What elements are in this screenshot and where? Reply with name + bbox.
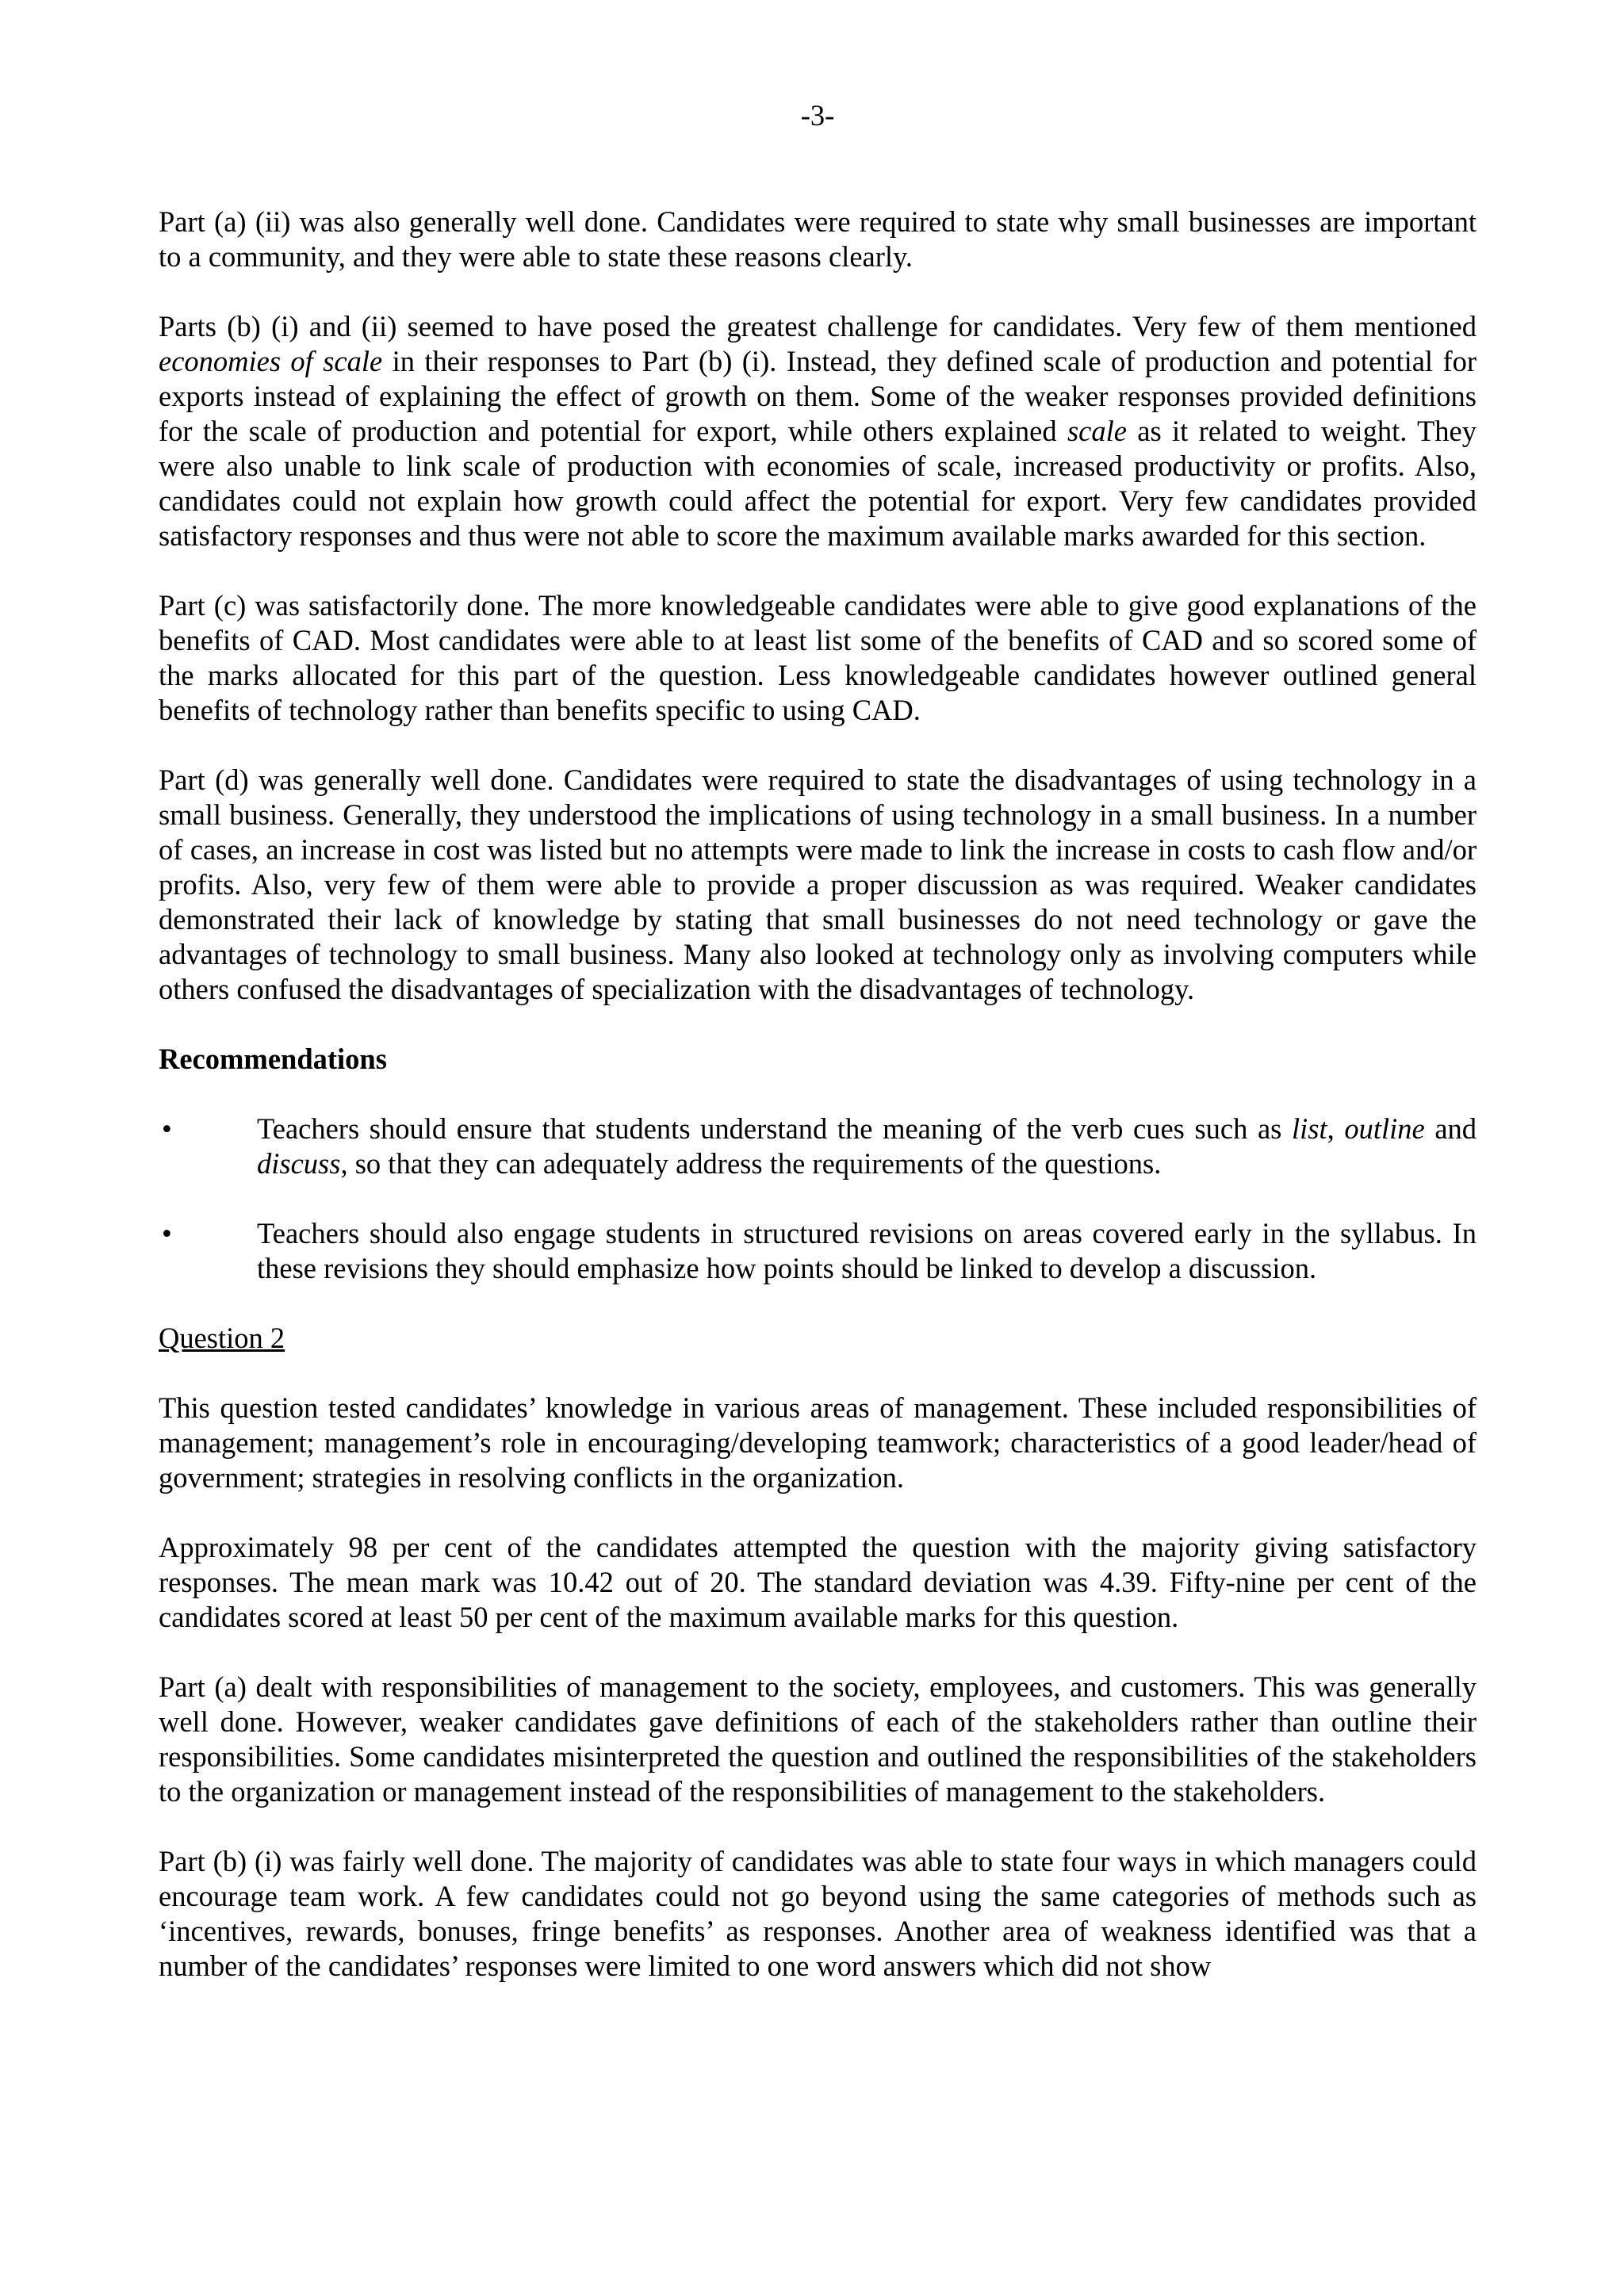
term-list: list [1291, 1112, 1327, 1145]
paragraph-part-c: Part (c) was satisfactorily done. The more knowledgeable candidates were able to give good explanations of the benefits of CAD. Most candidates were able to at least list some of the benefits of CAD and so scored some of the marks allocated for this part of the question. Less knowledgeable candidates however outlined general benefits of technology rather than benefits specific to using CAD. [159, 589, 1477, 726]
term-economies-of-scale: economies of scale [159, 345, 383, 377]
term-outline: outline [1344, 1112, 1425, 1145]
bullet-icon: • [162, 1112, 172, 1145]
paragraph-q2-statistics: Approximately 98 per cent of the candidates attempted the question with the majority giving satisfactory responses. The mean mark was 10.42 out of 20. The standard deviation was 4.39. Fifty-nine per cent of the candidates scored at least 50 per cent of the maximum available marks for this question. [159, 1531, 1477, 1633]
paragraph-part-d: Part (d) was generally well done. Candidates were required to state the disadvantages of using technology in a small business. Generally, they understood the implications of using technology in a small business. In a number of cases, an increase in cost was listed but no attempts were made to link the increase in costs to cash flow and/or profits. Also, very few of them were able to provide a proper discussion as was required. Weaker candidates demonstrated their lack of knowledge by stating that small businesses do not need technology or gave the advantages of technology to small business. Many also looked at technology only as involving computers while others confused the disadvantages of specialization with the disadvantages of technology. [159, 763, 1477, 1005]
recommendation-item: • Teachers should ensure that students understand the meaning of the verb cues such as list, outline and discuss, so that they can adequately address the requirements of the questions. [162, 1112, 1477, 1180]
document-page [159, 0, 1477, 2296]
question-2-heading: Question 2 [159, 1322, 285, 1354]
paragraph-part-a-ii: Part (a) (ii) was also generally well done. Candidates were required to state why small businesses are important to a community, and they were able to state these reasons clearly. [159, 205, 1477, 273]
paragraph-parts-b: Parts (b) (i) and (ii) seemed to have posed the greatest challenge for candidates. Very few of them mentioned economies of scale in their responses to Part (b) (i). Instead, they defined scale of production and potential for exports instead of explaining the effect of growth on them. Some of the weaker responses provided definitions for the scale of production and potential for export, while others explained scale as it related to weight. They were also unable to link scale of production with economies of scale, increased productivity or profits. Also, candidates could not explain how growth could affect the potential for export. Very few candidates provided satisfactory responses and thus were not able to score the maximum available marks awarded for this section. [159, 310, 1477, 552]
recommendation-item: • Teachers should also engage students in structured revisions on areas covered early in the syllabus. In these revisions they should emphasize how points should be linked to develop a discussion. [162, 1217, 1477, 1284]
page-content [159, 205, 1477, 2019]
bullet-icon: • [162, 1217, 172, 1249]
paragraph-q2-part-b-i: Part (b) (i) was fairly well done. The majority of candidates was able to state four ways in which managers could encourage team work. A few candidates could not go beyond using the same categories of methods such as ‘incentives, rewards, bonuses, fringe benefits’ as responses. Another area of weakness identified was that a number of the candidates’ responses were limited to one word answers which did not show [159, 1845, 1477, 1982]
recommendations-heading: Recommendations [159, 1043, 387, 1075]
paragraph-q2-part-a: Part (a) dealt with responsibilities of management to the society, employees, and customers. This was generally well done. However, weaker candidates gave definitions of each of the stakeholders rather than outline their responsibilities. Some candidates misinterpreted the question and outlined the responsibilities of the stakeholders to the organization or management instead of the responsibilities of management to the stakeholders. [159, 1670, 1477, 1808]
paragraph-q2-intro: This question tested candidates’ knowledge in various areas of management. These included responsibilities of management; management’s role in encouraging/developing teamwork; characteristics of a good leader/head of government; strategies in resolving conflicts in the organization. [159, 1391, 1477, 1494]
page-number: -3- [800, 99, 835, 132]
term-scale: scale [1067, 415, 1127, 447]
term-discuss: discuss [257, 1147, 341, 1180]
